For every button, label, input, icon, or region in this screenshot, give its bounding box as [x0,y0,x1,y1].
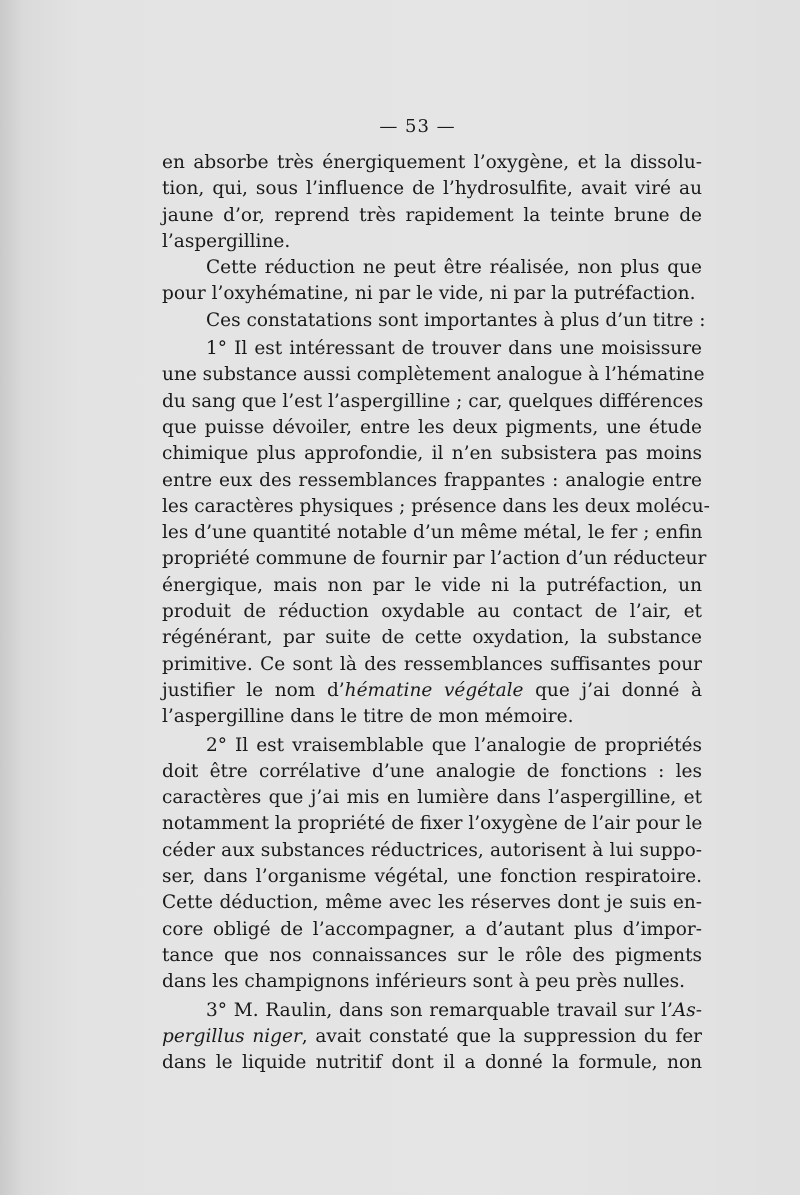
text-line: pour l’oxyhématine, ni par le vide, ni par la putréfaction. [162,283,696,305]
text-line: les d’une quantité notable d’un même métal, le fer ; enfin [162,522,703,544]
text-line: primitive. Ce sont là des ressemblances suffisantes pour [162,653,702,675]
text-line: chimique plus approfondie, il n’en subsistera pas moins [162,443,702,465]
text-line: 2° Il est vraisemblable que l’analogie de propriétés [206,734,702,756]
text-line: entre eux des ressemblances frappantes : analogie entre [162,469,702,491]
text-line [162,1024,702,1050]
text-line: jaune d’or, reprend très rapidement la teinte brune de [162,204,702,226]
text-line: régénérant, par suite de cette oxydation, la substance [162,627,702,649]
text-line: propriété commune de fournir par l’action d’un réducteur [162,548,707,570]
text-line: notamment la propriété de fixer l’oxygène de l’air pour le [162,813,703,835]
text-line: tance que nos connaissances sur le rôle des pigments [162,944,702,966]
text-line: les caractères physiques ; présence dans les deux molécu- [162,495,710,517]
text-line: céder aux substances réductrices, autorisent à lui suppo- [162,839,702,861]
text-line: une substance aussi complètement analogue à l’hématine [162,364,705,386]
page-number: — 53 — [379,116,456,137]
text-line: du sang que l’est l’aspergilline ; car, quelques différences [162,390,704,412]
text-line: 1° Il est intéressant de trouver dans une moisissure [206,338,702,360]
text-line: Ces constatations sont importantes à plus d’un titre : [206,309,706,331]
italic-term: hématine végétale [344,679,524,701]
text-line: ser, dans l’organisme végétal, une fonction respiratoire. [162,866,702,888]
text-fragment: justifier le nom d’ [162,679,345,701]
italic-term: pergillus niger [162,1025,302,1047]
text-line: l’aspergilline. [162,230,291,252]
text-line: doit être corrélative d’une analogie de fonctions : les [162,760,702,782]
text-line [162,678,702,704]
text-fragment: 3° M. Raulin, dans son remarquable travail sur l’ [206,999,673,1021]
text-fragment: , avait constaté que la suppression du fer [301,1025,702,1047]
text-line [162,998,702,1024]
text-line: Cette déduction, même avec les réserves dont je suis en- [162,892,702,914]
text-line: core obligé de l’accompagner, a d’autant plus d’impor- [162,918,702,940]
body-text [162,150,710,1076]
italic-term: As- [672,999,702,1021]
text-line: dans les champignons inférieurs sont à peu près nulles. [162,971,686,993]
text-line: dans le liquide nutritif dont il a donné la formule, non [162,1052,702,1074]
text-line: en absorbe très énergiquement l’oxygène, et la dissolu- [162,152,702,173]
text-fragment: que j’ai donné à [523,679,702,701]
text-line: caractères que j’ai mis en lumière dans l’aspergilline, et [162,787,702,809]
text-line: l’aspergilline dans le titre de mon mémoire. [162,706,574,728]
text-line: produit de réduction oxydable au contact de l’air, et [162,601,702,623]
text-line: Cette réduction ne peut être réalisée, non plus que [206,257,702,279]
text-line: tion, qui, sous l’influence de l’hydrosulfite, avait viré au [162,178,702,200]
text-line: que puisse dévoiler, entre les deux pigments, une étude [162,416,702,438]
text-line: énergique, mais non par le vide ni la putréfaction, un [162,574,702,596]
